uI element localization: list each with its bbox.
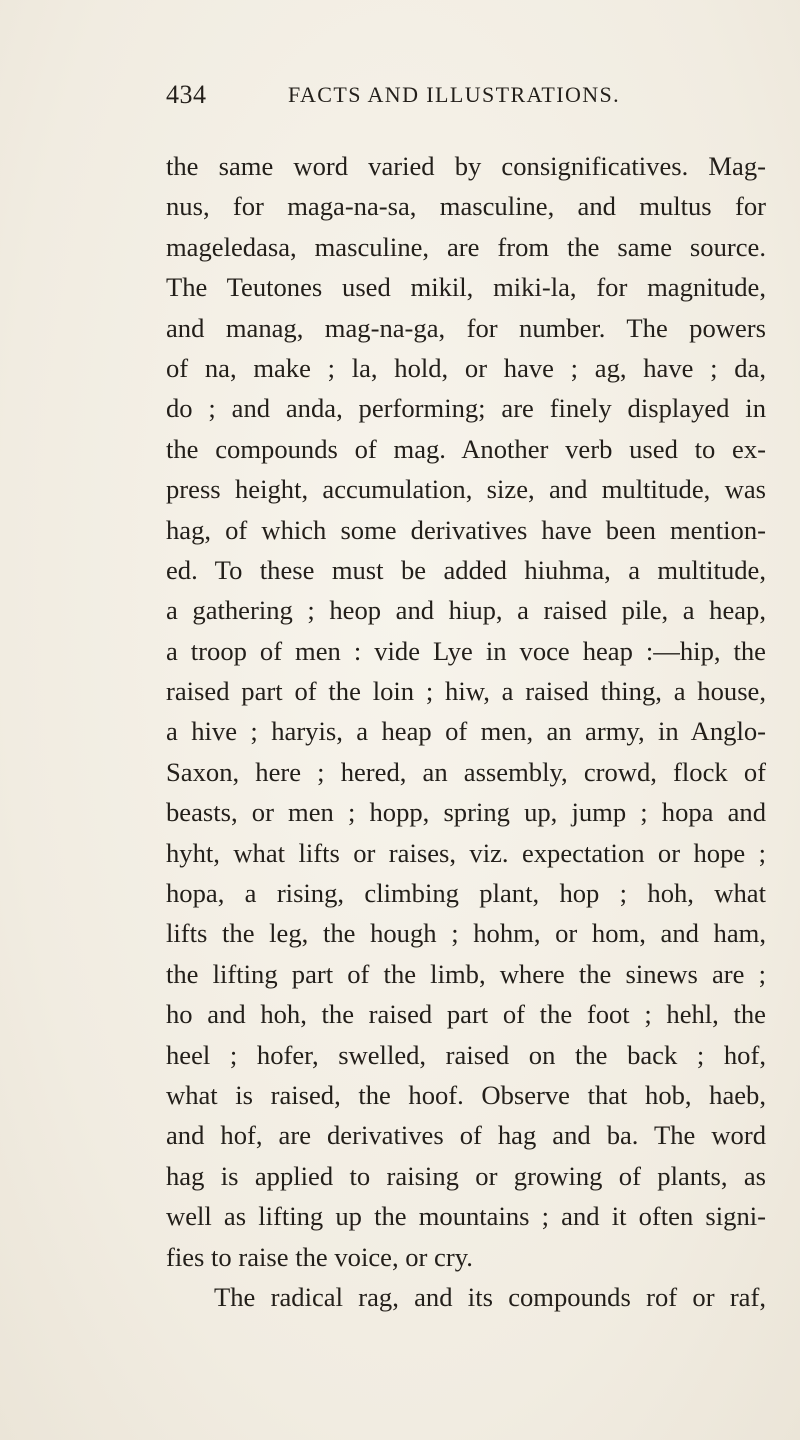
text-line: a troop of men : vide Lye in voce heap :—hip, the <box>166 635 766 666</box>
text-line: press height, accumulation, size, and multitude, was <box>166 474 766 505</box>
text-line: the same word varied by consignificatives. Mag- <box>166 151 766 181</box>
text-line: hag, of which some derivatives have been mention- <box>166 514 766 545</box>
text-line: heel ; hofer, swelled, raised on the back ; hof, <box>166 1039 766 1070</box>
text-line: hag is applied to raising or growing of plants, as <box>166 1160 766 1191</box>
text-line: nus, for maga-na-sa, masculine, and multus for <box>166 191 766 222</box>
running-title: FACTS AND ILLUSTRATIONS. <box>288 82 621 107</box>
text-line: The Teutones used mikil, miki-la, for magnitude, <box>166 272 766 303</box>
text-line: well as lifting up the mountains ; and it often signi- <box>166 1201 766 1232</box>
text-line: ed. To these must be added hiuhma, a multitude, <box>166 554 766 585</box>
text-line: lifts the leg, the hough ; hohm, or hom, and ham, <box>166 918 766 949</box>
text-line: ho and hoh, the raised part of the foot ; hehl, the <box>166 999 766 1030</box>
body-text <box>166 146 766 1317</box>
text-line: fies to raise the voice, or cry. <box>166 1241 473 1272</box>
text-line: and manag, mag-na-ga, for number. The powers <box>166 312 766 343</box>
text-line: mageledasa, masculine, are from the same source. <box>166 231 766 262</box>
text-line: the lifting part of the limb, where the sinews are ; <box>166 958 766 989</box>
text-line: hyht, what lifts or raises, viz. expectation or hope ; <box>166 837 766 868</box>
text-line: of na, make ; la, hold, or have ; ag, have ; da, <box>166 352 766 383</box>
page-number: 434 <box>166 80 207 109</box>
text-line: what is raised, the hoof. Observe that hob, haeb, <box>166 1079 766 1110</box>
text-line: a hive ; haryis, a heap of men, an army, in Anglo- <box>166 716 766 747</box>
running-head <box>166 80 626 120</box>
text-line: the compounds of mag. Another verb used to ex- <box>166 433 766 464</box>
text-line: do ; and anda, performing; are finely displayed in <box>166 393 766 424</box>
text-line: Saxon, here ; hered, an assembly, crowd, flock of <box>166 756 766 787</box>
text-line: raised part of the loin ; hiw, a raised thing, a house, <box>166 676 766 707</box>
text-line: and hof, are derivatives of hag and ba. The word <box>166 1120 766 1151</box>
text-line: beasts, or men ; hopp, spring up, jump ; hopa and <box>166 797 766 828</box>
text-line: hopa, a rising, climbing plant, hop ; hoh, what <box>166 878 766 909</box>
text-line: The radical rag, and its compounds rof or raf, <box>214 1281 766 1312</box>
text-line: a gathering ; heop and hiup, a raised pile, a heap, <box>166 595 766 626</box>
